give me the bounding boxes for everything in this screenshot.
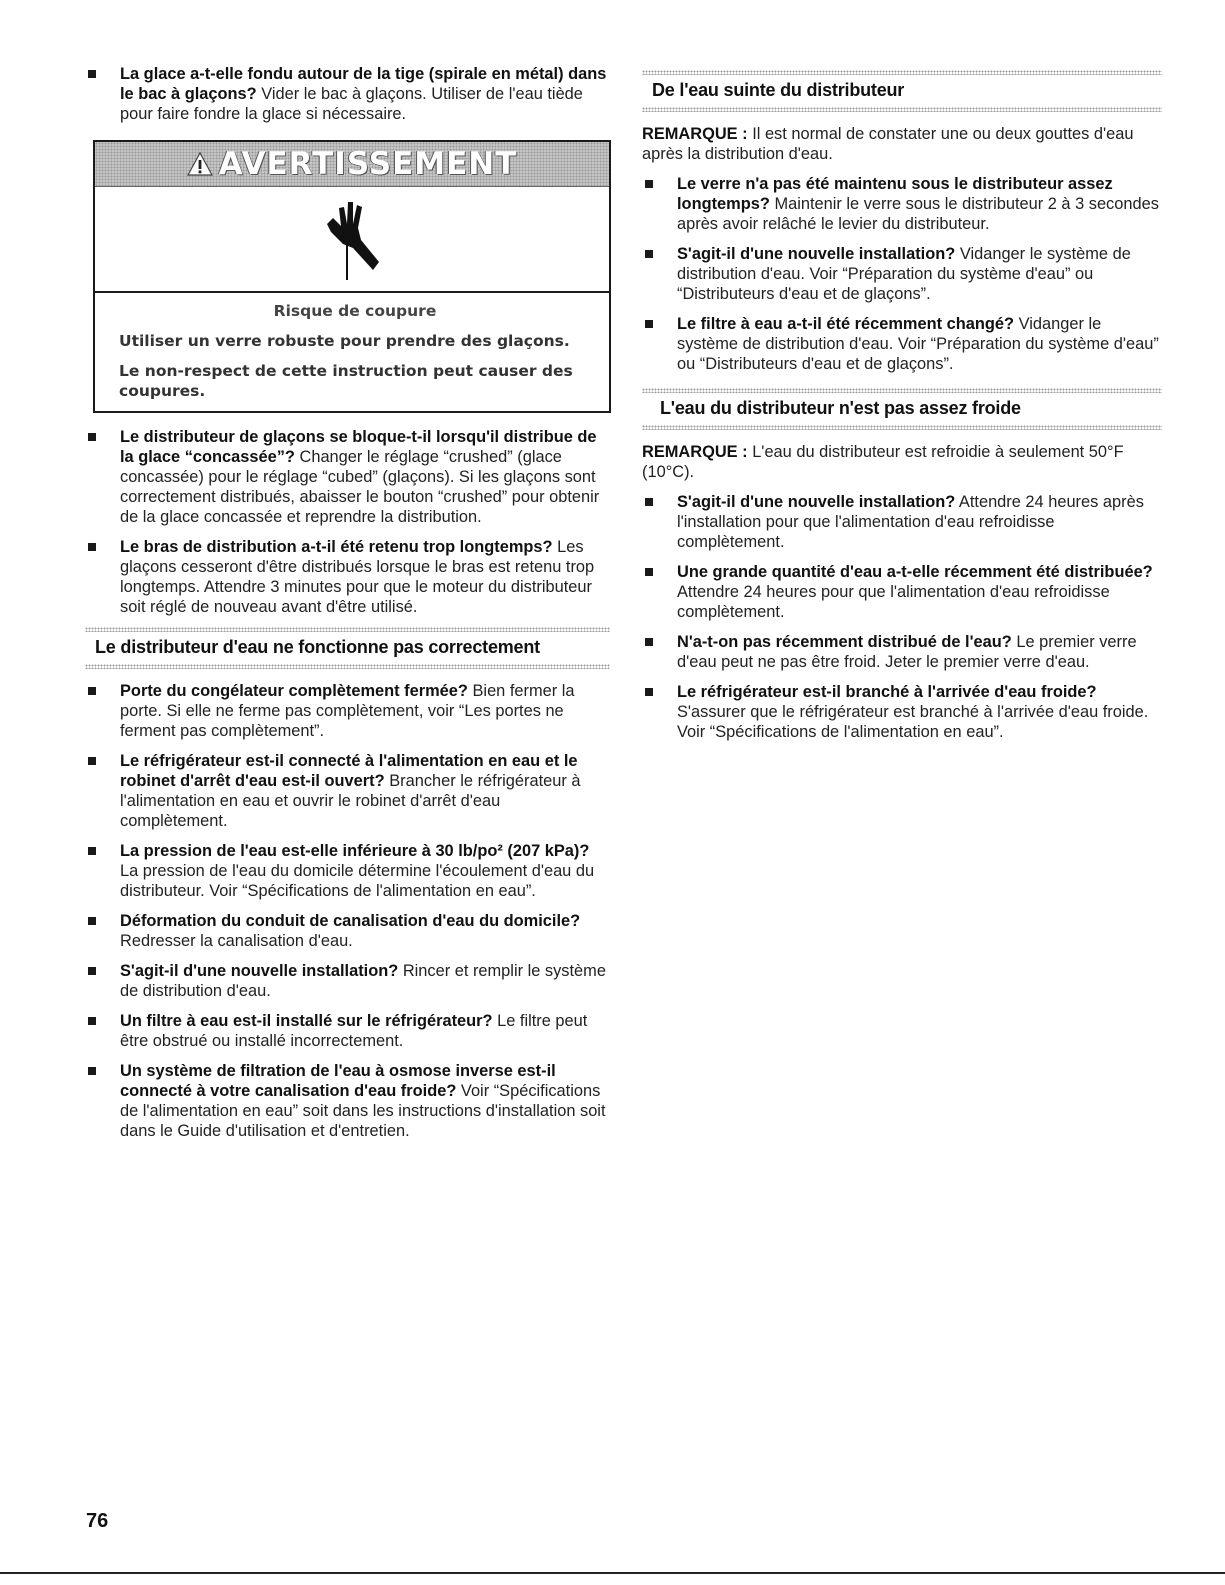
bullet-question: Une grande quantité d'eau a-t-elle récemment été distribuée? — [677, 563, 1153, 581]
warning-title: AVERTISSEMENT — [218, 146, 518, 182]
bullet-answer: Bien fermer la porte. Si elle ne ferme pas complètement, voir “Les portes ne ferment pas complètement”. — [120, 682, 575, 740]
bullet-answer: Vidanger le système de distribution d'eau. Voir “Préparation du système d'eau” ou “Distributeurs d'eau et de glaçons”. — [677, 245, 1131, 303]
list-item — [642, 492, 1162, 552]
list-item — [85, 751, 610, 831]
list-item — [642, 174, 1162, 234]
bullet-answer: Redresser la canalisation d'eau. — [120, 932, 353, 950]
note — [642, 124, 1162, 164]
divider — [642, 107, 1162, 112]
bullet-answer: Vidanger le système de distribution d'eau. Voir “Préparation du système d'eau” ou “Distributeurs d'eau et de glaçons”. — [677, 315, 1159, 373]
bullet-dispenser-arm — [85, 537, 610, 617]
bullet-answer: S'assurer que le réfrigérateur est branché à l'arrivée d'eau froide. Voir “Spécifications de l'alimentation en eau”. — [677, 703, 1149, 741]
warning-text — [95, 293, 609, 411]
divider — [642, 425, 1162, 430]
bullet-question: La pression de l'eau est-elle inférieure à 30 lb/po² (207 kPa)? — [120, 842, 590, 860]
section-header-not-cold — [642, 388, 1162, 430]
warning-box — [93, 140, 611, 413]
section-header-water-dispenser — [85, 627, 610, 669]
bullet-answer: Le filtre peut être obstrué ou installé incorrectement. — [120, 1012, 588, 1050]
bullet-answer: Maintenir le verre sous le distributeur 2 à 3 secondes après avoir relâché le levier du distributeur. — [677, 195, 1159, 233]
warning-consequence: Le non-respect de cette instruction peut causer des coupures. — [119, 362, 573, 400]
warning-triangle-icon — [187, 152, 213, 176]
bullet-answer: Changer le réglage “crushed” (glace concassée) pour le réglage “cubed” (glaçons). Si les glaçons sont correctement distribués, abaisser le bouton “crushed” pour obtenir de la glace concassée et reprendre la distribution. — [120, 448, 600, 526]
bullet-answer: Attendre 24 heures après l'installation pour que l'alimentation d'eau refroidisse complètement. — [677, 493, 1144, 551]
warning-header — [95, 142, 609, 187]
bullet-question: Déformation du conduit de canalisation d'eau du domicile? — [120, 912, 581, 930]
bullet-question: Le distributeur de glaçons se bloque-t-il lorsqu'il distribue de la glace “concassée”? — [120, 428, 597, 466]
list-item — [85, 961, 610, 1001]
bullet-answer: Attendre 24 heures pour que l'alimentation d'eau refroidisse complètement. — [677, 583, 1110, 621]
bottom-rule — [0, 1572, 1225, 1574]
bullet-answer: Le premier verre d'eau peut ne pas être froid. Jeter le premier verre d'eau. — [677, 633, 1137, 671]
bullet-question: S'agit-il d'une nouvelle installation? — [677, 493, 956, 511]
bullet-question: Le bras de distribution a-t-il été retenu trop longtemps? — [120, 538, 553, 556]
page-number: 76 — [86, 1510, 109, 1532]
bullet-answer: Brancher le réfrigérateur à l'alimentation en eau et ouvrir le robinet d'arrêt d'eau complètement. — [120, 772, 581, 830]
list-item — [642, 562, 1162, 622]
bullet-answer: Vider le bac à glaçons. Utiliser de l'eau tiède pour faire fondre la glace si nécessaire. — [120, 85, 583, 123]
list-item — [642, 682, 1162, 742]
section-title: L'eau du distributeur n'est pas assez froide — [660, 398, 1021, 418]
bullet-question: La glace a-t-elle fondu autour de la tige (spirale en métal) dans le bac à glaçons? — [120, 65, 607, 103]
note-label: REMARQUE : — [642, 125, 748, 143]
bullet-answer: Les glaçons cesseront d'être distribués lorsque le bras est retenu trop longtemps. Attendre 3 minutes pour que le moteur du distributeur soit réglé de nouveau avant d'être utilisé. — [120, 538, 595, 616]
list-item — [642, 632, 1162, 672]
bullet-answer: Rincer et remplir le système de distribution d'eau. — [120, 962, 606, 1000]
bullet-answer: Voir “Spécifications de l'alimentation en eau” soit dans les instructions d'installation soit dans le Guide d'utilisation et d'entretien. — [120, 1082, 606, 1140]
section-title: Le distributeur d'eau ne fonctionne pas correctement — [95, 637, 540, 657]
bullet-question: Un filtre à eau est-il installé sur le réfrigérateur? — [120, 1012, 493, 1030]
bullet-question: S'agit-il d'une nouvelle installation? — [120, 962, 399, 980]
bullet-ice-dispenser-jam — [85, 427, 610, 527]
cut-hand-icon — [317, 196, 387, 282]
bullet-question: S'agit-il d'une nouvelle installation? — [677, 245, 956, 263]
list-item — [85, 681, 610, 741]
bullet-question: N'a-t-on pas récemment distribué de l'eau? — [677, 633, 1012, 651]
bullet-question: Le réfrigérateur est-il branché à l'arrivée d'eau froide? — [677, 683, 1097, 701]
warning-subtitle: Risque de coupure — [273, 302, 437, 320]
section-header-leaking — [642, 70, 1162, 112]
bullet-question: Un système de filtration de l'eau à osmose inverse est-il connecté à votre canalisation d'eau froide? — [120, 1062, 556, 1100]
right-column — [642, 70, 1162, 752]
left-column — [85, 64, 610, 1151]
note — [642, 442, 1162, 482]
list-item — [85, 1061, 610, 1141]
bullet-question: Le réfrigérateur est-il connecté à l'alimentation en eau et le robinet d'arrêt d'eau est-il ouvert? — [120, 752, 578, 790]
list-item — [85, 1011, 610, 1051]
note-label: REMARQUE : — [642, 443, 748, 461]
note-text: L'eau du distributeur est refroidie à seulement 50°F (10°C). — [642, 443, 1124, 481]
divider — [85, 664, 610, 669]
list-item — [85, 911, 610, 951]
bullet-question: Le filtre à eau a-t-il été récemment changé? — [677, 315, 1015, 333]
list-item — [642, 244, 1162, 304]
warning-instruction: Utiliser un verre robuste pour prendre des glaçons. — [119, 332, 570, 350]
section-title: De l'eau suinte du distributeur — [652, 80, 905, 100]
list-item — [85, 841, 610, 901]
warning-symbol-area — [95, 187, 609, 293]
bullet-question: Porte du congélateur complètement fermée? — [120, 682, 468, 700]
bullet-ice-melted — [85, 64, 610, 124]
bullet-answer: La pression de l'eau du domicile détermine l'écoulement d'eau du distributeur. Voir “Spécifications de l'alimentation en eau”. — [120, 862, 595, 900]
bullet-question: Le verre n'a pas été maintenu sous le distributeur assez longtemps? — [677, 175, 1113, 213]
list-item — [642, 314, 1162, 374]
note-text: Il est normal de constater une ou deux gouttes d'eau après la distribution d'eau. — [642, 125, 1134, 163]
